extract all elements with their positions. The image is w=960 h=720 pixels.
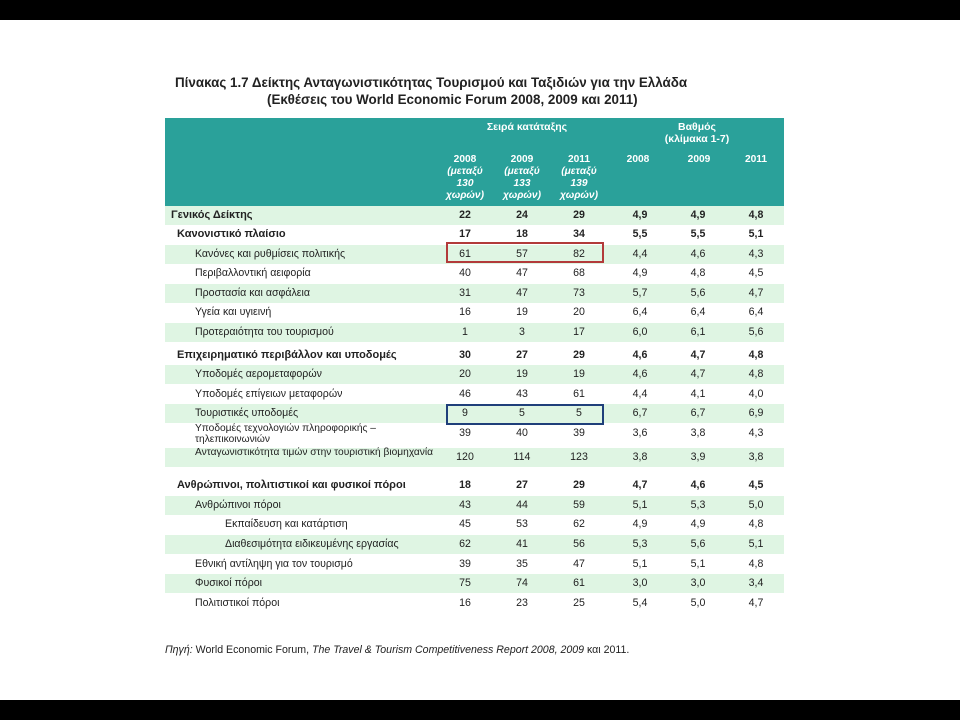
rank-cell: 123 <box>570 451 588 463</box>
rank-cell: 19 <box>516 368 528 380</box>
score-cell: 6,4 <box>690 306 706 318</box>
rank-cell: 9 <box>462 407 468 419</box>
table-title <box>175 74 795 108</box>
row-label: Κανονιστικό πλαίσιο <box>177 228 286 240</box>
row-label: Τουριστικές υποδομές <box>195 407 299 419</box>
score-cell: 4,8 <box>748 558 764 570</box>
rank-col-sub: (μεταξύ <box>504 166 540 177</box>
table-row <box>165 303 784 322</box>
rank-group-header: Σειρά κατάταξης <box>486 121 568 133</box>
rank-cell: 30 <box>459 349 471 361</box>
score-cell: 4,8 <box>748 349 764 361</box>
rank-col-year: 2011 <box>567 154 591 165</box>
rank-cell: 27 <box>516 479 528 491</box>
score-group-header <box>642 121 752 145</box>
table-row <box>165 346 784 365</box>
score-cell: 4,9 <box>632 209 648 221</box>
rank-col-year: 2008 <box>453 154 477 165</box>
rank-cell: 19 <box>573 368 585 380</box>
rank-cell: 40 <box>516 427 528 439</box>
score-cell: 5,3 <box>632 538 648 550</box>
row-label: Πολιτιστικοί πόροι <box>195 597 280 609</box>
score-cell: 4,6 <box>632 368 648 380</box>
rank-col-2009-header <box>499 154 545 202</box>
score-cell: 3,6 <box>632 427 648 439</box>
rank-col-sub: (μεταξύ <box>447 166 483 177</box>
row-label: Επιχειρηματικό περιβάλλον και υποδομές <box>177 349 397 361</box>
row-label: Κανόνες και ρυθμίσεις πολιτικής <box>195 248 346 260</box>
table-row <box>165 323 784 342</box>
score-cell: 5,1 <box>748 228 764 240</box>
score-cell: 4,7 <box>748 597 764 609</box>
rank-cell: 53 <box>516 518 528 530</box>
score-cell: 3,9 <box>690 451 706 463</box>
rank-col-sub: χωρών) <box>446 190 484 201</box>
score-cell: 3,8 <box>690 427 706 439</box>
title-line-1: Πίνακας 1.7 Δείκτης Ανταγωνιστικότητας Τουρισμού και Ταξιδιών για την Ελλάδα <box>175 75 688 90</box>
score-cell: 4,3 <box>748 427 764 439</box>
rank-col-sub: χωρών) <box>560 190 598 201</box>
rank-col-sub: 130 <box>456 178 474 189</box>
rank-cell: 35 <box>516 558 528 570</box>
rank-cell: 5 <box>519 407 525 419</box>
rank-cell: 74 <box>516 577 528 589</box>
rank-cell: 47 <box>573 558 585 570</box>
score-cell: 4,8 <box>748 368 764 380</box>
rank-cell: 61 <box>459 248 471 260</box>
score-cell: 4,4 <box>632 388 648 400</box>
score-cell: 4,9 <box>632 267 648 279</box>
score-cell: 5,1 <box>748 538 764 550</box>
rank-cell: 20 <box>573 306 585 318</box>
score-cell: 6,0 <box>632 326 648 338</box>
rank-cell: 5 <box>576 407 582 419</box>
score-cell: 4,9 <box>632 518 648 530</box>
rank-cell: 17 <box>459 228 471 240</box>
source-note <box>165 644 629 656</box>
rank-col-sub: χωρών) <box>503 190 541 201</box>
rank-cell: 19 <box>516 306 528 318</box>
rank-cell: 24 <box>516 209 528 221</box>
table-row <box>165 496 784 515</box>
rank-cell: 18 <box>516 228 528 240</box>
score-cell: 6,4 <box>632 306 648 318</box>
rank-cell: 20 <box>459 368 471 380</box>
table-row <box>165 515 784 534</box>
score-cell: 4,0 <box>748 388 764 400</box>
row-label: Υγεία και υγιεινή <box>195 306 272 318</box>
rank-cell: 114 <box>513 451 531 463</box>
score-cell: 4,4 <box>632 248 648 260</box>
score-cell: 4,7 <box>690 368 706 380</box>
table-row <box>165 206 784 225</box>
row-label: Προτεραιότητα του τουρισμού <box>195 326 334 338</box>
rank-cell: 40 <box>459 267 471 279</box>
score-cell: 4,6 <box>690 479 706 491</box>
rank-cell: 39 <box>573 427 585 439</box>
rank-cell: 75 <box>459 577 471 589</box>
score-cell: 5,5 <box>690 228 706 240</box>
score-group-title: Βαθμός <box>677 121 716 133</box>
score-cell: 4,6 <box>632 349 648 361</box>
table-row <box>165 555 784 574</box>
rank-col-2011-header <box>556 154 602 202</box>
rank-col-2008-header <box>442 154 488 202</box>
table-row <box>165 264 784 283</box>
row-label: Ανταγωνιστικότητα τιμών στην τουριστική βιομηχανία <box>195 447 434 458</box>
rank-col-sub: 133 <box>513 178 531 189</box>
score-cell: 5,1 <box>690 558 706 570</box>
rank-cell: 16 <box>459 597 471 609</box>
rank-cell: 82 <box>573 248 585 260</box>
score-cell: 5,4 <box>632 597 648 609</box>
table-row <box>165 284 784 303</box>
row-label: Εκπαίδευση και κατάρτιση <box>225 518 348 530</box>
rank-cell: 27 <box>516 349 528 361</box>
rank-cell: 41 <box>516 538 528 550</box>
rank-cell: 17 <box>573 326 585 338</box>
rank-cell: 29 <box>573 209 585 221</box>
source-org: World Economic Forum, <box>192 644 312 656</box>
row-label: Εθνική αντίληψη για τον τουρισμό <box>195 558 353 570</box>
row-label: Ανθρώπινοι πόροι <box>195 499 281 511</box>
rank-col-sub: 139 <box>570 178 588 189</box>
rank-cell: 29 <box>573 349 585 361</box>
rank-cell: 34 <box>573 228 585 240</box>
source-suffix: και 2011. <box>584 644 630 656</box>
row-label: Φυσικοί πόροι <box>195 577 262 589</box>
row-label: Προστασία και ασφάλεια <box>195 287 310 299</box>
rank-cell: 39 <box>459 427 471 439</box>
rank-cell: 47 <box>516 287 528 299</box>
score-cell: 5,1 <box>632 558 648 570</box>
row-label: Υποδομές αερομεταφορών <box>195 368 322 380</box>
rank-cell: 59 <box>573 499 585 511</box>
rank-cell: 3 <box>519 326 525 338</box>
table-row <box>165 448 784 467</box>
score-cell: 5,7 <box>632 287 648 299</box>
table-row <box>165 424 784 443</box>
table-row <box>165 476 784 495</box>
score-cell: 6,7 <box>690 407 706 419</box>
score-cell: 3,8 <box>748 451 764 463</box>
rank-cell: 57 <box>516 248 528 260</box>
score-cell: 3,8 <box>632 451 648 463</box>
rank-cell: 25 <box>573 597 585 609</box>
rank-col-sub: (μεταξύ <box>561 166 597 177</box>
score-cell: 4,7 <box>690 349 706 361</box>
source-report: The Travel & Tourism Competitiveness Report 2008, 2009 <box>312 644 585 656</box>
score-cell: 6,7 <box>632 407 648 419</box>
rank-cell: 43 <box>459 499 471 511</box>
score-cell: 4,8 <box>690 267 706 279</box>
rank-cell: 47 <box>516 267 528 279</box>
score-cell: 3,4 <box>748 577 764 589</box>
score-cell: 3,0 <box>632 577 648 589</box>
rank-cell: 43 <box>516 388 528 400</box>
score-cell: 4,7 <box>748 287 764 299</box>
highlight-box-blue <box>446 404 604 425</box>
rank-cell: 22 <box>459 209 471 221</box>
row-label: Διαθεσιμότητα ειδικευμένης εργασίας <box>225 538 399 550</box>
score-cell: 6,4 <box>748 306 764 318</box>
score-cell: 4,8 <box>748 209 764 221</box>
rank-cell: 39 <box>459 558 471 570</box>
rank-cell: 56 <box>573 538 585 550</box>
row-label: Ανθρώπινοι, πολιτιστικοί και φυσικοί πόροι <box>177 479 406 491</box>
score-cell: 4,1 <box>690 388 706 400</box>
rank-cell: 61 <box>573 388 585 400</box>
rank-cell: 45 <box>459 518 471 530</box>
table-row <box>165 535 784 554</box>
score-cell: 3,0 <box>690 577 706 589</box>
score-cell: 4,3 <box>748 248 764 260</box>
score-cell: 5,3 <box>690 499 706 511</box>
score-cell: 5,5 <box>632 228 648 240</box>
score-cell: 5,1 <box>632 499 648 511</box>
row-label: Γενικός Δείκτης <box>171 209 253 221</box>
rank-cell: 61 <box>573 577 585 589</box>
source-prefix: Πηγή: <box>165 644 193 656</box>
table-header <box>165 118 784 206</box>
row-label: Περιβαλλοντική αειφορία <box>195 267 311 279</box>
score-cell: 5,0 <box>748 499 764 511</box>
rank-cell: 16 <box>459 306 471 318</box>
score-col-2009-header: 2009 <box>687 154 711 165</box>
score-group-scale: (κλίμακα 1-7) <box>664 133 730 145</box>
rank-cell: 18 <box>459 479 471 491</box>
rank-cell: 31 <box>459 287 471 299</box>
rank-col-year: 2009 <box>510 154 534 165</box>
score-cell: 6,1 <box>690 326 706 338</box>
rank-cell: 29 <box>573 479 585 491</box>
score-cell: 5,6 <box>690 538 706 550</box>
table-row <box>165 574 784 593</box>
row-label: Υποδομές επίγειων μεταφορών <box>195 388 343 400</box>
score-cell: 4,9 <box>690 518 706 530</box>
score-cell: 4,8 <box>748 518 764 530</box>
top-letterbox-bar <box>0 0 960 20</box>
table-row <box>165 594 784 613</box>
rank-cell: 44 <box>516 499 528 511</box>
rank-cell: 23 <box>516 597 528 609</box>
rank-cell: 62 <box>459 538 471 550</box>
title-line-2: (Εκθέσεις του World Economic Forum 2008, 2009 και 2011) <box>267 92 638 107</box>
score-cell: 6,9 <box>748 407 764 419</box>
score-col-2008-header: 2008 <box>626 154 650 165</box>
rank-cell: 46 <box>459 388 471 400</box>
bottom-letterbox-bar <box>0 700 960 720</box>
rank-cell: 62 <box>573 518 585 530</box>
score-cell: 4,5 <box>748 267 764 279</box>
rank-cell: 73 <box>573 287 585 299</box>
table-row <box>165 385 784 404</box>
score-cell: 5,6 <box>748 326 764 338</box>
score-col-2011-header: 2011 <box>744 154 768 165</box>
table-row <box>165 365 784 384</box>
row-label: Υποδομές τεχνολογιών πληροφορικής – τηλεπικοινωνιών <box>195 423 376 445</box>
highlight-box-red <box>446 242 604 263</box>
rank-cell: 120 <box>456 451 474 463</box>
score-cell: 4,6 <box>690 248 706 260</box>
score-cell: 4,9 <box>690 209 706 221</box>
score-cell: 4,5 <box>748 479 764 491</box>
score-cell: 4,7 <box>632 479 648 491</box>
rank-cell: 68 <box>573 267 585 279</box>
score-cell: 5,0 <box>690 597 706 609</box>
rank-cell: 1 <box>462 326 468 338</box>
score-cell: 5,6 <box>690 287 706 299</box>
competitiveness-table <box>165 118 784 609</box>
